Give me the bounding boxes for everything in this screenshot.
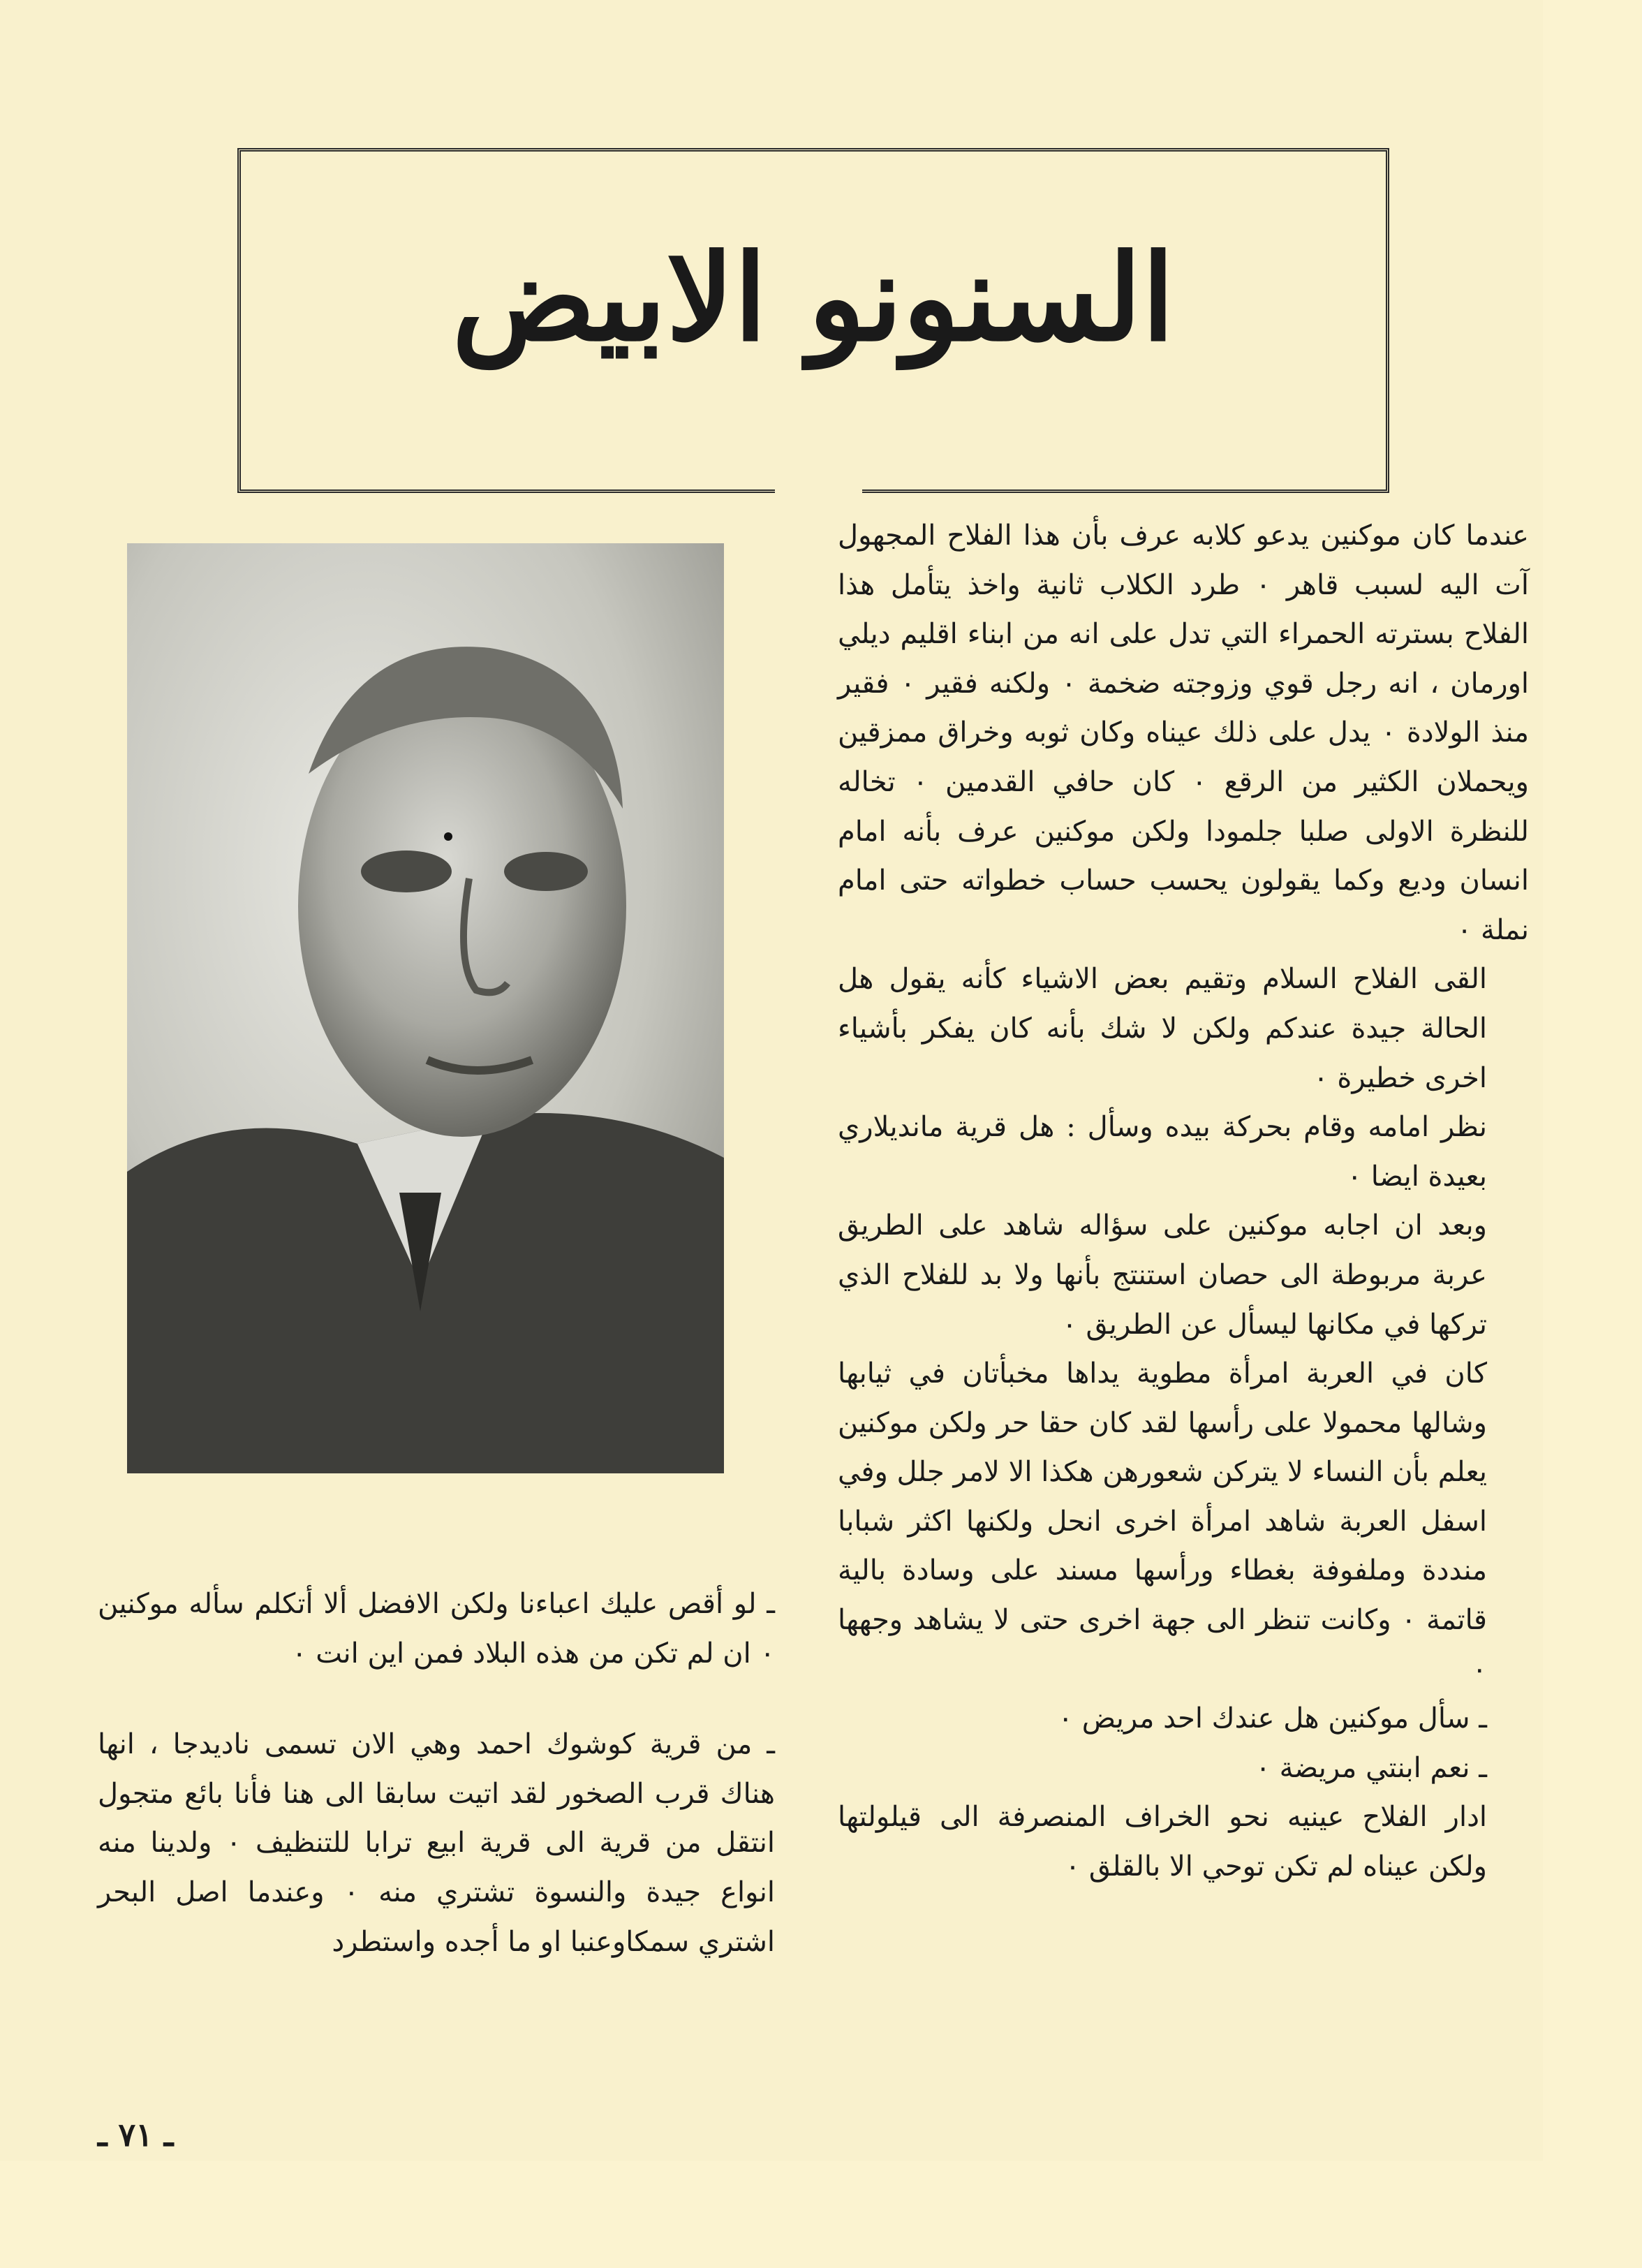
paragraph: القى الفلاح السلام وتقيم بعض الاشياء كأنه يقول هل الحالة جيدة عندكم ولكن لا شك بأنه كان يفكر بأشياء اخرى خطيرة ٠ — [838, 963, 1487, 1094]
dialogue-line: ـ نعم ابنتي مريضة ٠ — [1255, 1751, 1487, 1784]
page-number: ـ ٧١ ـ — [98, 2116, 174, 2153]
paragraph: ادار الفلاح عينيه نحو الخراف المنصرفة الى قيلولتها ولكن عيناه لم تكن توحي الا بالقلق ٠ — [838, 1801, 1487, 1883]
article-title: السنونو الابيض — [452, 228, 1175, 368]
dialogue-line: ـ لو أقص عليك اعباءنا ولكن الافضل ألا أتكلم سأله موكنين ٠ ان لم تكن من هذه البلاد فمن اين انت ٠ — [98, 1588, 775, 1670]
dialogue-line: ـ من قرية كوشوك احمد وهي الان تسمى ناديدجا ، انها هناك قرب الصخور لقد اتيت سابقا الى هنا فأنا بائع متجول انتقل من قرية الى قرية ابيع ترابا للتنظيف ٠ ولدينا منه انواع جيدة والنسوة تشتري منه ٠ وعندما اصل البحر اشتري سمكاوعنبا او ما أجده واستطرد — [98, 1728, 775, 1958]
dialogue-line: ـ سأل موكنين هل عندك احد مريض ٠ — [1058, 1702, 1487, 1735]
portrait-illustration — [127, 543, 724, 1473]
title-box — [237, 148, 1389, 493]
right-text-column — [838, 511, 1529, 1892]
paragraph: نظر امامه وقام بحركة بيده وسأل : هل قرية مانديلاري بعيدة ايضا ٠ — [838, 1111, 1488, 1193]
paragraph: وبعد ان اجابه موكنين على سؤاله شاهد على الطريق عربة مربوطة الى حصان استنتج بأنها ولا بد للفلاح الذي تركها في مكانها ليسأل عن الطريق ٠ — [838, 1209, 1487, 1341]
portrait-photo — [127, 543, 724, 1473]
paragraph: كان في العربة امرأة مطوية يداها مخبأتان في ثيابها وشالها محمولا على رأسها لقد كان حقا حر ولكن موكنين يعلم بأن النساء لا يتركن شعورهن هكذا الا لامر جلل وفي اسفل العربة شاهد امرأة اخرى انحل ولكنها اكثر شبابا منددة وملفوفة بغطاء ورأسها مسند على وسادة بالية قاتمة ٠ وكانت تنظر الى جهة اخرى حتى لا يشاهد وجهها ٠ — [838, 1357, 1487, 1686]
frame-gap — [775, 483, 862, 496]
left-text-column — [98, 1580, 775, 1966]
paragraph: عندما كان موكنين يدعو كلابه عرف بأن هذا الفلاح المجهول آت اليه لسبب قاهر ٠ طرد الكلاب ثانية واخذ يتأمل هذا الفلاح بسترته الحمراء التي تدل على انه من ابناء اقليم ديلي اورمان ، انه رجل قوي وزوجته ضخمة ٠ ولكنه فقير ٠ فقير منذ الولادة ٠ يدل على ذلك عيناه وكان ثوبه وخراق ممزقين ويحملان الكثير من الرقع ٠ كان حافي القدمين ٠ تخاله للنظرة الاولى صلبا جلمودا ولكن موكنين عرف بأنه امام انسان وديع وكما يقولون يحسب حساب خطواته حتى امام نملة ٠ — [838, 520, 1530, 946]
